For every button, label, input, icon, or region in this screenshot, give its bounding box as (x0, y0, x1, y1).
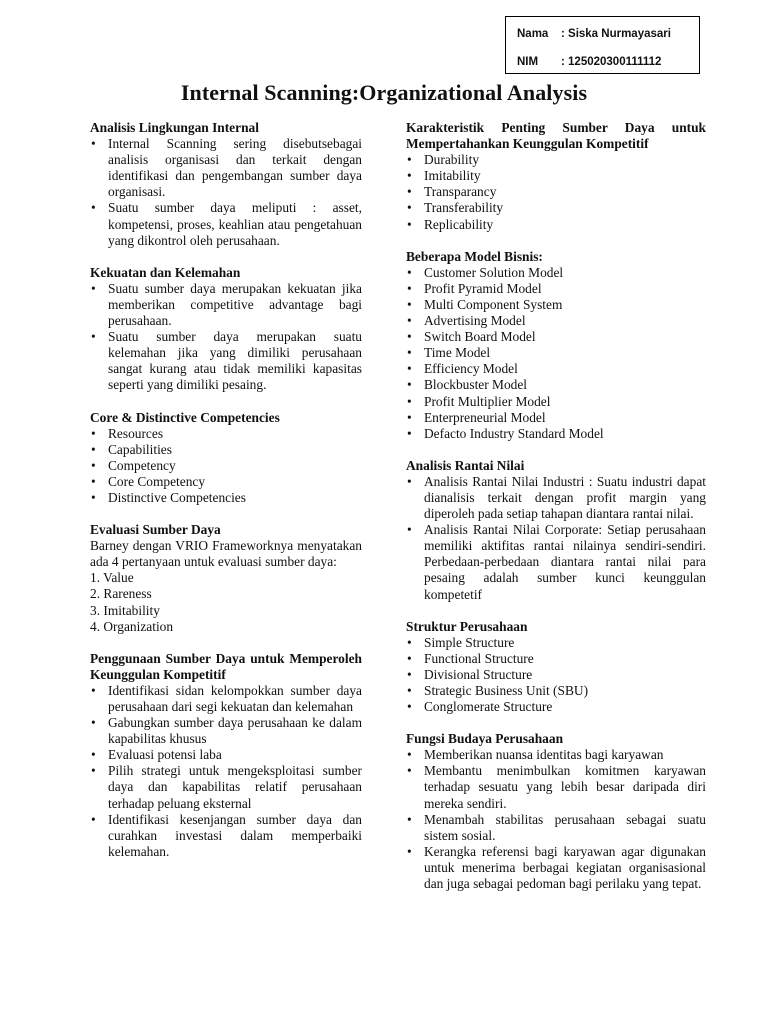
section-core-competencies (90, 410, 362, 507)
list-item: • Divisional Structure (406, 667, 706, 683)
list-item: • Profit Multiplier Model (406, 394, 706, 410)
list-item: • Competency (90, 458, 362, 474)
list-item: • Distinctive Competencies (90, 490, 362, 506)
list-item: • Gabungkan sumber daya perusahaan ke dalam kapabilitas khusus (90, 715, 362, 747)
list-item: • Identifikasi sidan kelompokkan sumber daya perusahaan dari segi kekuatan dan kelemahan (90, 683, 362, 715)
list-item: • Kerangka referensi bagi karyawan agar digunakan untuk menerima berbagai kegiatan organisasional dan juga sebagai pedoman bagi perilaku yang tepat. (406, 844, 706, 892)
section-analisis-rantai-nilai (406, 458, 706, 603)
section-analisis-lingkungan-internal (90, 120, 362, 249)
section-penggunaan-sumber-daya (90, 651, 362, 860)
nim-label: NIM (517, 56, 539, 68)
section-heading: Analisis Rantai Nilai (406, 457, 525, 473)
list-item: • Enterpreneurial Model (406, 410, 706, 426)
list-item: • Efficiency Model (406, 361, 706, 377)
list-item: • Transparancy (406, 184, 706, 200)
nim-value: : 125020300111112 (561, 56, 662, 68)
bullet-list (406, 747, 706, 892)
numbered-item: 2. Rareness (90, 586, 152, 602)
name-row (517, 26, 671, 42)
list-item: • Memberikan nuansa identitas bagi karyawan (406, 747, 706, 763)
section-karakteristik-sumber-daya (406, 120, 706, 233)
numbered-item: 3. Imitability (90, 602, 160, 618)
list-item: • Analisis Rantai Nilai Corporate: Setiap perusahaan memiliki aktifitas rantai nilainya sendiri-sendiri. Perbedaan-perbedaan diantara rantai nilai para pesaing adalah sumber kunci keunggulan kompetetif (406, 522, 706, 602)
bullet-list (90, 426, 362, 506)
list-item: • Strategic Business Unit (SBU) (406, 683, 706, 699)
list-item: • Identifikasi kesenjangan sumber daya dan curahkan investasi dalam memperbaiki kelemahan. (90, 812, 362, 860)
list-item: • Suatu sumber daya merupakan suatu kelemahan jika yang dimiliki perusahaan sangat kurang atau tidak memiliki kapasitas seperti yang dimiliki pesaing. (90, 329, 362, 393)
bullet-list (90, 683, 362, 860)
section-heading: Struktur Perusahaan (406, 618, 528, 634)
list-item: • Replicability (406, 217, 706, 233)
section-heading: Analisis Lingkungan Internal (90, 120, 259, 135)
section-kekuatan-kelemahan (90, 265, 362, 394)
list-item: • Multi Component System (406, 297, 706, 313)
list-item: • Internal Scanning sering disebutsebagai analisis organisasi dan terkait dengan identifikasi dan pengembangan sumber daya organisasi. (90, 136, 362, 200)
name-value: : Siska Nurmayasari (561, 28, 671, 40)
list-item: • Switch Board Model (406, 329, 706, 345)
list-item: • Defacto Industry Standard Model (406, 426, 706, 442)
bullet-list (90, 281, 362, 394)
bullet-list (406, 474, 706, 603)
list-item: • Evaluasi potensi laba (90, 747, 362, 763)
section-struktur-perusahaan (406, 619, 706, 716)
section-heading: Kekuatan dan Kelemahan (90, 264, 241, 280)
bullet-list (406, 635, 706, 715)
list-item: • Customer Solution Model (406, 265, 706, 281)
student-info-box (505, 16, 700, 74)
section-heading: Penggunaan Sumber Daya untuk Memperoleh Keunggulan Kompetitif (90, 650, 362, 682)
list-item: • Advertising Model (406, 313, 706, 329)
section-model-bisnis (406, 249, 706, 442)
section-heading: Evaluasi Sumber Daya (90, 522, 221, 538)
list-item: • Transferability (406, 200, 706, 216)
list-item: • Imitability (406, 168, 706, 184)
list-item: • Profit Pyramid Model (406, 281, 706, 297)
section-heading: Beberapa Model Bisnis: (406, 248, 543, 264)
right-column (406, 120, 706, 908)
nim-row (517, 54, 661, 70)
numbered-item: 1. Value (90, 570, 134, 586)
list-item: • Time Model (406, 345, 706, 361)
list-item: • Menambah stabilitas perusahaan sebagai suatu sistem sosial. (406, 812, 706, 844)
section-heading: Core & Distinctive Competencies (90, 409, 280, 425)
page-title: Internal Scanning:Organizational Analysis (180, 80, 588, 105)
list-item: • Simple Structure (406, 635, 706, 651)
paragraph: Barney dengan VRIO Frameworknya menyatakan ada 4 pertanyaan untuk evaluasi sumber daya: (90, 538, 362, 570)
list-item: • Analisis Rantai Nilai Industri : Suatu industri dapat dianalisis terkait dengan profit margin yang diperoleh pada setiap tahapan diantara rantai nilai. (406, 474, 706, 522)
list-item: • Pilih strategi untuk mengeksploitasi sumber daya dan kapabilitas relatif perusahaan terhadap peluang eksternal (90, 763, 362, 811)
left-column (90, 120, 362, 876)
bullet-list (90, 136, 362, 249)
list-item: • Conglomerate Structure (406, 699, 706, 715)
list-item: • Membantu menimbulkan komitmen karyawan terhadap sesuatu yang lebih besar daripada diri mereka sendiri. (406, 763, 706, 811)
list-item: • Blockbuster Model (406, 377, 706, 393)
name-label: Nama (517, 28, 549, 40)
section-fungsi-budaya (406, 731, 706, 892)
list-item: • Durability (406, 152, 706, 168)
numbered-item: 4. Organization (90, 618, 174, 634)
section-heading: Fungsi Budaya Perusahaan (406, 731, 564, 747)
bullet-list (406, 265, 706, 442)
list-item: • Suatu sumber daya merupakan kekuatan jika memberikan competitive advantage bagi perusahaan. (90, 281, 362, 329)
section-heading: Karakteristik Penting Sumber Daya untuk Mempertahankan Keunggulan Kompetitif (406, 120, 706, 152)
bullet-list (406, 152, 706, 232)
list-item: • Core Competency (90, 474, 362, 490)
list-item: • Functional Structure (406, 651, 706, 667)
list-item: • Suatu sumber daya meliputi : asset, kompetensi, proses, keahlian atau pengetahuan yang dikontrol oleh perusahaan. (90, 200, 362, 248)
list-item: • Capabilities (90, 442, 362, 458)
section-evaluasi-sumber-daya (90, 522, 362, 635)
list-item: • Resources (90, 426, 362, 442)
